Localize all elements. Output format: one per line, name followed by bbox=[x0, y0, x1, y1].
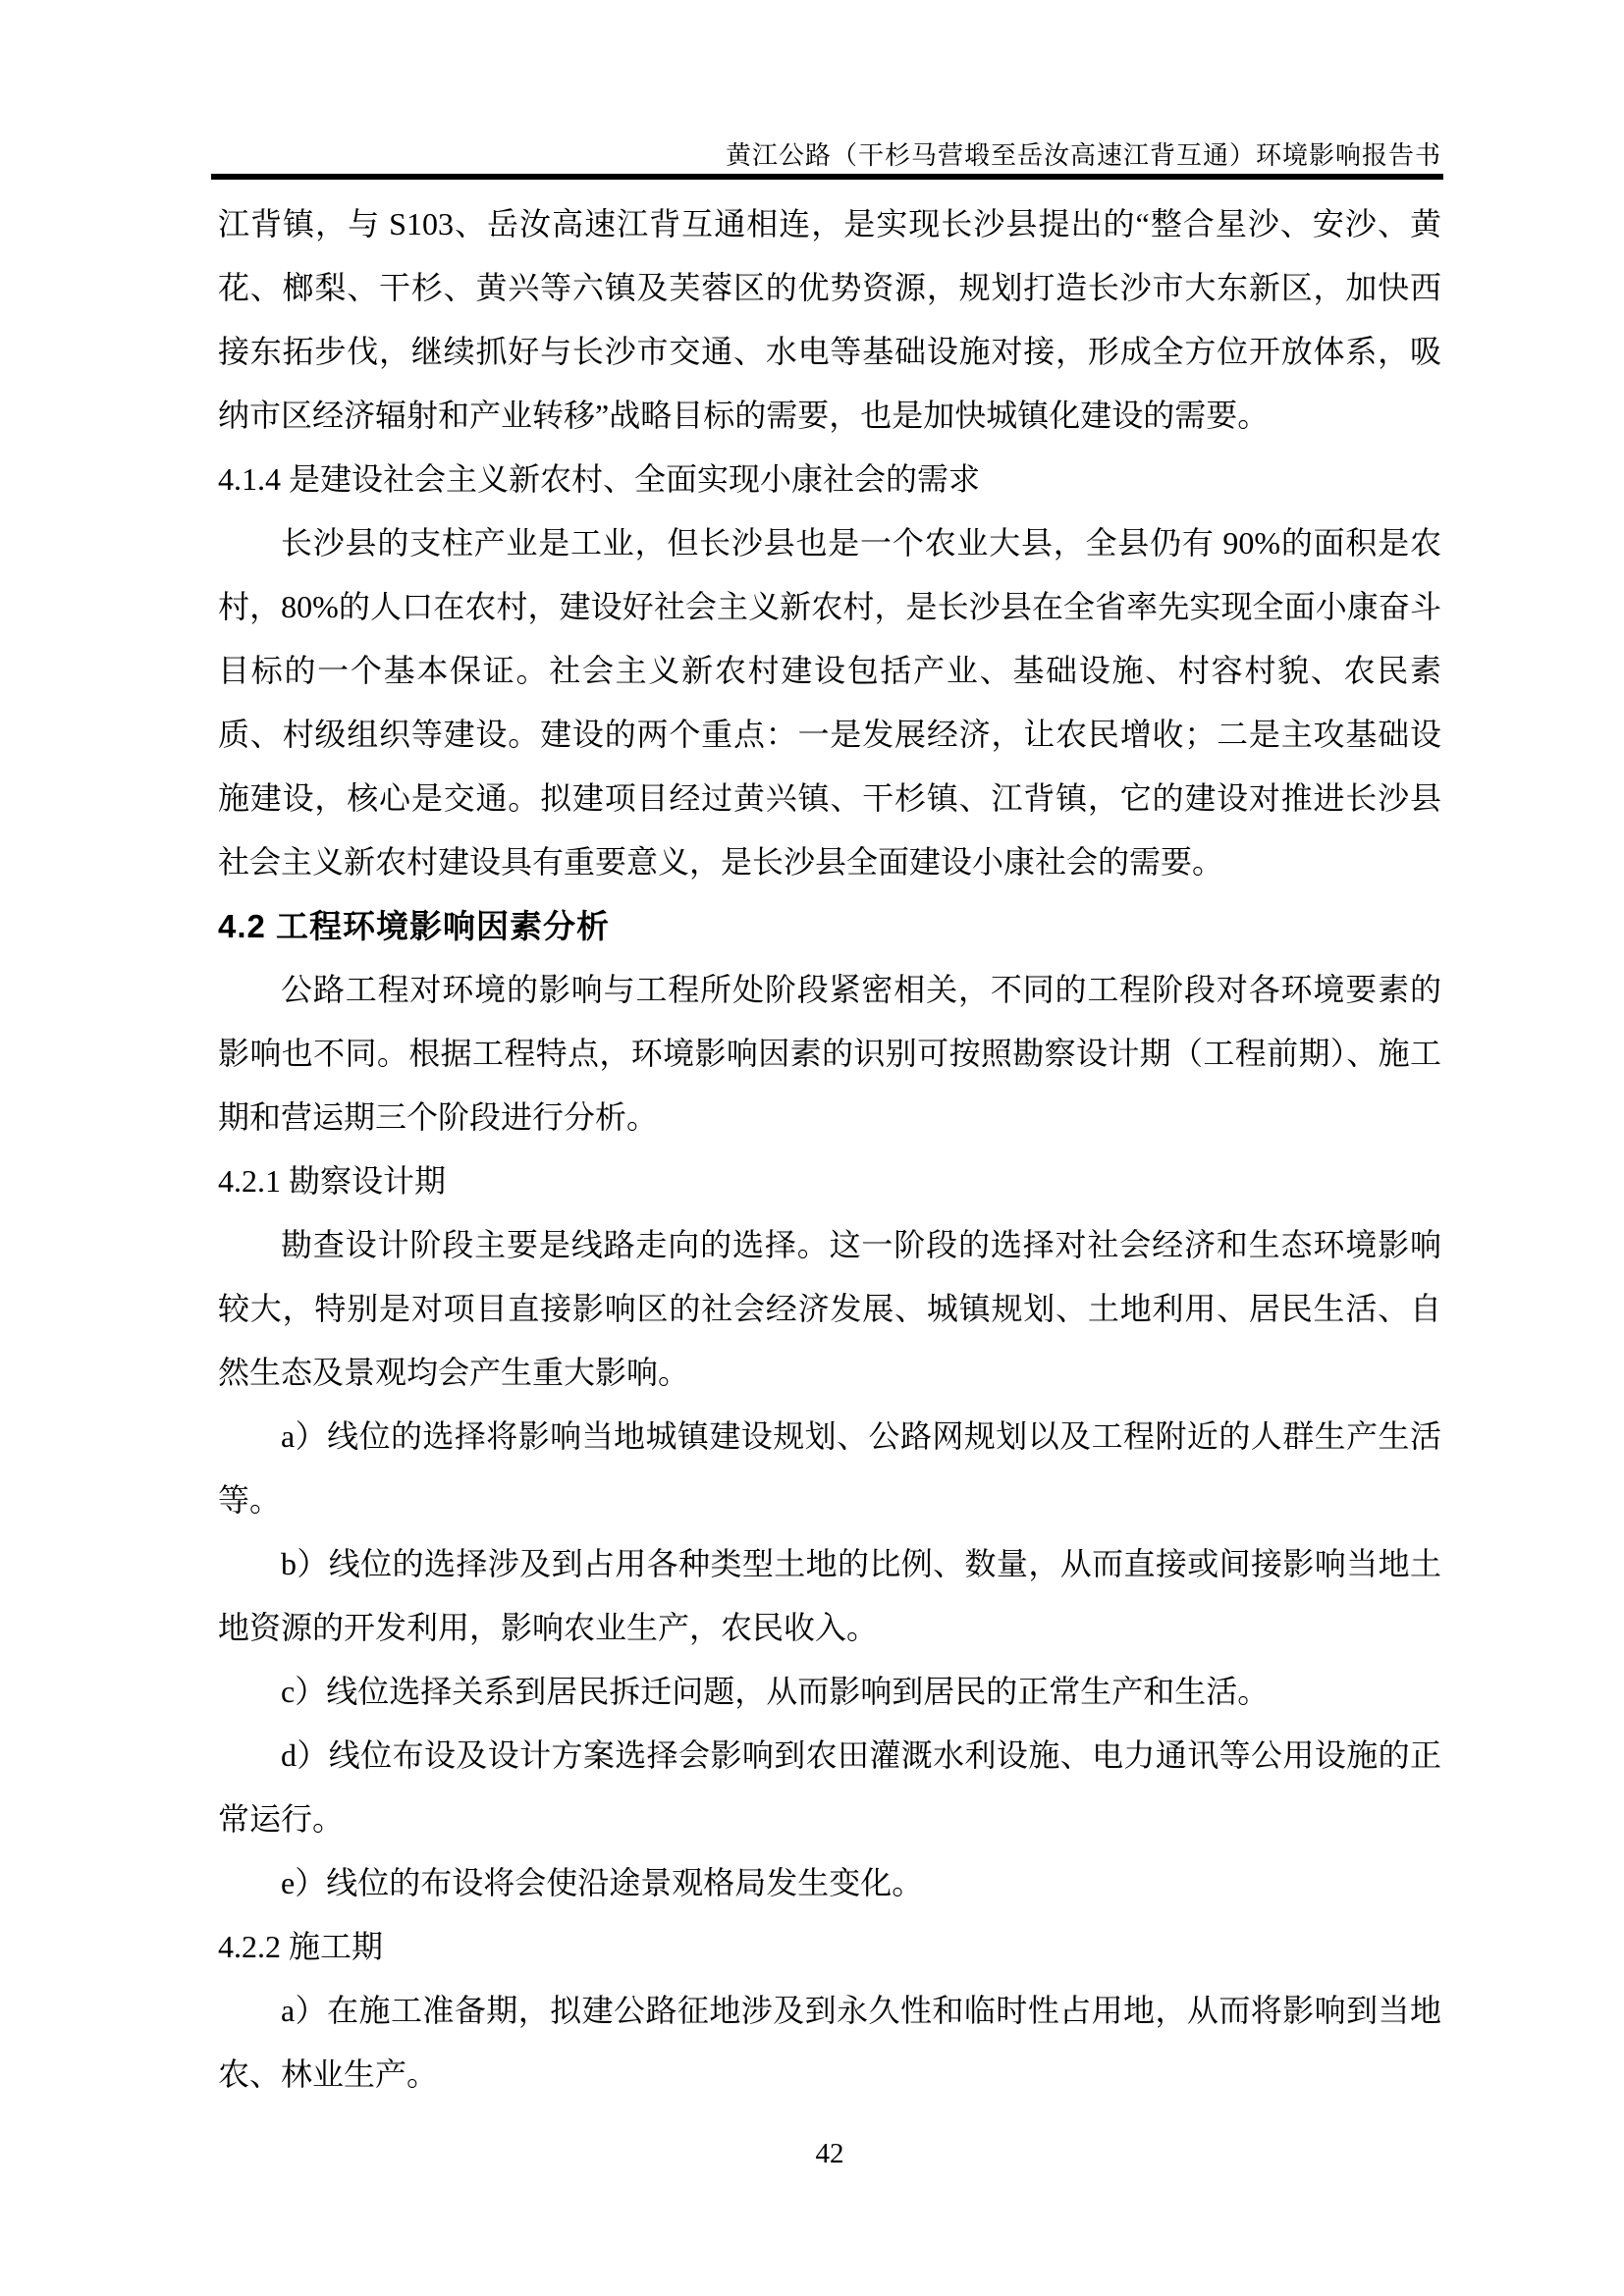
body-paragraph: 勘查设计阶段主要是线路走向的选择。这一阶段的选择对社会经济和生态环境影响较大，特别是对项目直接影响区的社会经济发展、城镇规划、土地利用、居民生活、自然生态及景观均会产生重大影响。 bbox=[218, 1227, 1441, 1390]
body-paragraph-continuation: 江背镇，与 S103、岳汝高速江背互通相连，是实现长沙县提出的“整合星沙、安沙、黄花、榔梨、干杉、黄兴等六镇及芙蓉区的优势资源，规划打造长沙市大东新区，加快西接东拓步伐，继续抓好与长沙市交通、水电等基础设施对接，形成全方位开放体系，吸纳市区经济辐射和产业转移”战略目标的需要，也是加快城镇化建设的需要。 bbox=[218, 206, 1441, 433]
body-paragraph: 公路工程对环境的影响与工程所处阶段紧密相关，不同的工程阶段对各环境要素的影响也不同。根据工程特点，环境影响因素的识别可按照勘察设计期（工程前期）、施工期和营运期三个阶段进行分析。 bbox=[218, 972, 1441, 1135]
list-item-c: c）线位选择关系到居民拆迁问题，从而影响到居民的正常生产和生活。 bbox=[281, 1674, 1270, 1709]
list-item-d: d）线位布设及设计方案选择会影响到农田灌溉水利设施、电力通讯等公用设施的正常运行。 bbox=[218, 1737, 1441, 1837]
body-paragraph: 长沙县的支柱产业是工业，但长沙县也是一个农业大县，全县仍有 90%的面积是农村，80%的人口在农村，建设好社会主义新农村，是长沙县在全省率先实现全面小康奋斗目标的一个基本保证。社会主义新农村建设包括产业、基础设施、村容村貌、农民素质、村级组织等建设。建设的两个重点：一是发展经济，让农民增收；二是主攻基础设施建设，核心是交通。拟建项目经过黄兴镇、干杉镇、江背镇，它的建设对推进长沙县社会主义新农村建设具有重要意义，是长沙县全面建设小康社会的需要。 bbox=[218, 525, 1441, 880]
list-item-a2: a）在施工准备期，拟建公路征地涉及到永久性和临时性占用地，从而将影响到当地农、林业生产。 bbox=[218, 1993, 1441, 2092]
page-header-title: 黄江公路（干杉马营塅至岳汝高速江背互通）环境影响报告书 bbox=[725, 141, 1441, 170]
section-heading-4-1-4: 4.1.4 是建设社会主义新农村、全面实现小康社会的需求 bbox=[218, 461, 981, 497]
document-body bbox=[218, 192, 1441, 2107]
page-number: 42 bbox=[815, 2138, 844, 2169]
header-rule bbox=[211, 174, 1443, 180]
section-heading-4-2-1: 4.2.1 勘察设计期 bbox=[218, 1163, 447, 1199]
list-item-a: a）线位的选择将影响当地城镇建设规划、公路网规划以及工程附近的人群生产生活等。 bbox=[218, 1418, 1441, 1518]
section-heading-4-2-2: 4.2.2 施工期 bbox=[218, 1929, 384, 1964]
section-heading-4-2: 4.2 工程环境影响因素分析 bbox=[218, 908, 611, 944]
list-item-b: b）线位的选择涉及到占用各种类型土地的比例、数量，从而直接或间接影响当地土地资源的开发利用，影响农业生产，农民收入。 bbox=[218, 1546, 1441, 1645]
list-item-e: e）线位的布设将会使沿途景观格局发生变化。 bbox=[281, 1865, 924, 1900]
